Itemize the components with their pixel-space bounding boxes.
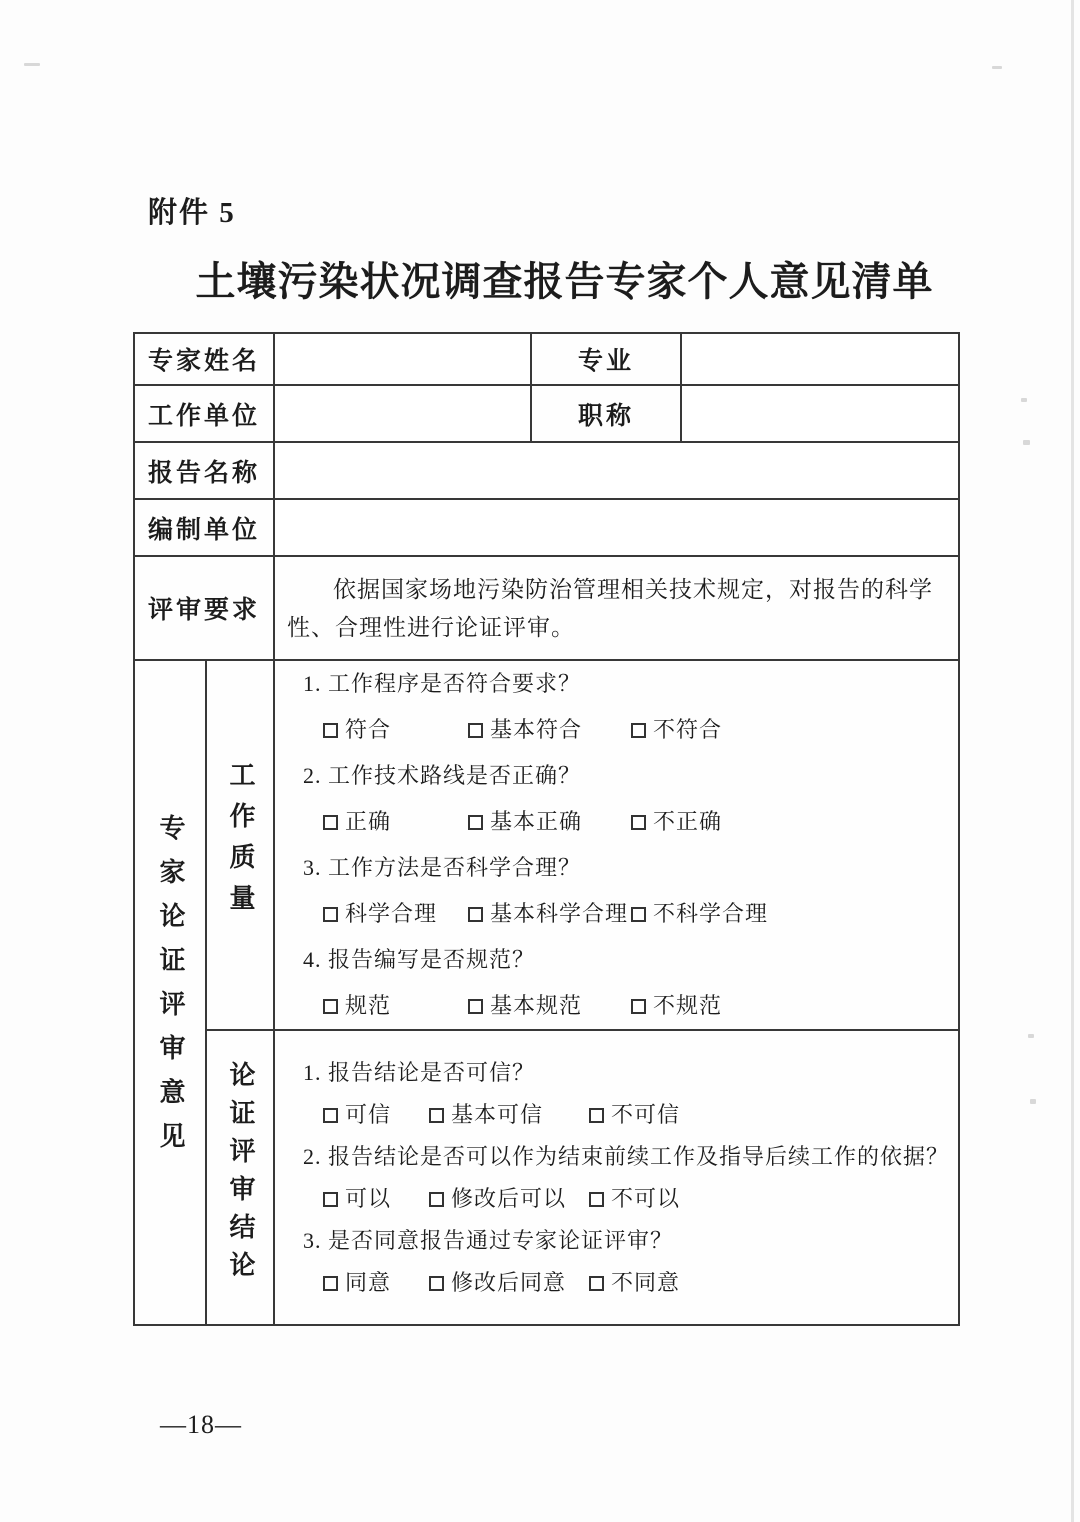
scan-artifact	[1023, 440, 1030, 445]
scan-page-edge	[1071, 0, 1074, 1522]
work-quality-questions-cell	[274, 660, 959, 1030]
question-text: 3. 工作方法是否科学合理？	[303, 855, 582, 880]
table-row	[134, 333, 959, 385]
question-text: 1. 工作程序是否符合要求？	[303, 671, 582, 696]
option	[323, 983, 468, 1029]
checkbox-icon[interactable]	[323, 1108, 338, 1123]
scan-artifact	[1030, 1099, 1036, 1104]
checkbox-icon[interactable]	[468, 723, 483, 738]
option	[323, 1178, 429, 1220]
compiling-unit-label: 编制单位	[134, 499, 274, 556]
checkbox-icon[interactable]	[468, 907, 483, 922]
question-text: 2. 报告结论是否可以作为结束前续工作及指导后续工作的依据？	[303, 1143, 950, 1169]
expert-opinion-form-table	[133, 332, 960, 1326]
report-name-value-cell[interactable]	[274, 442, 959, 499]
opinion-row-label: 专家论证评审意见	[156, 814, 185, 1166]
options-row	[275, 799, 958, 845]
job-title-label: 职称	[531, 385, 681, 442]
option-label: 不正确	[653, 809, 723, 834]
option-label: 修改后可以	[451, 1185, 567, 1211]
option-label: 可以	[345, 1185, 392, 1211]
option-label: 科学合理	[345, 901, 438, 926]
question-text: 3. 是否同意报告通过专家论证评审？	[303, 1227, 674, 1253]
scan-artifact	[1021, 398, 1027, 402]
option-label: 不符合	[653, 717, 723, 742]
table-row	[134, 499, 959, 556]
review-requirement-text: 依据国家场地污染防治管理相关技术规定，对报告的科学性、合理性进行论证评审。	[287, 577, 933, 640]
page-title: 土壤污染状况调查报告专家个人意见清单	[195, 259, 934, 304]
option-label: 修改后同意	[451, 1269, 567, 1295]
table-row	[134, 556, 959, 660]
checkbox-icon[interactable]	[323, 1192, 338, 1207]
expert-name-value-cell[interactable]	[274, 333, 531, 385]
work-unit-value-cell[interactable]	[274, 385, 531, 442]
option	[589, 1262, 680, 1304]
checkbox-icon[interactable]	[429, 1108, 444, 1123]
option	[631, 799, 722, 845]
attachment-label: 附件 5	[148, 197, 236, 229]
work-quality-label: 工作质量	[226, 760, 255, 925]
option	[429, 1178, 589, 1220]
options-row	[275, 1262, 958, 1304]
option	[468, 799, 631, 845]
checkbox-icon[interactable]	[589, 1192, 604, 1207]
option	[468, 707, 631, 753]
checkbox-icon[interactable]	[468, 999, 483, 1014]
option-label: 同意	[345, 1269, 392, 1295]
options-row	[275, 983, 958, 1029]
review-requirement-cell	[274, 556, 959, 660]
option-label: 不可以	[611, 1185, 681, 1211]
question-text: 4. 报告编写是否规范？	[303, 947, 536, 972]
option	[429, 1262, 589, 1304]
specialty-value-cell[interactable]	[681, 333, 959, 385]
option-label: 基本可信	[451, 1101, 544, 1127]
conclusion-label: 论证评审结论	[226, 1061, 255, 1289]
question-text: 1. 报告结论是否可信？	[303, 1059, 536, 1085]
option-label: 不规范	[653, 993, 723, 1018]
conclusion-questions-cell	[274, 1030, 959, 1325]
option	[323, 1262, 429, 1304]
option-label: 符合	[345, 717, 392, 742]
job-title-value-cell[interactable]	[681, 385, 959, 442]
checkbox-icon[interactable]	[589, 1276, 604, 1291]
option-label: 可信	[345, 1101, 392, 1127]
option	[631, 891, 768, 937]
checkbox-icon[interactable]	[589, 1108, 604, 1123]
table-row	[134, 385, 959, 442]
checkbox-icon[interactable]	[429, 1192, 444, 1207]
option-label: 不可信	[611, 1101, 681, 1127]
checkbox-icon[interactable]	[429, 1276, 444, 1291]
checkbox-icon[interactable]	[323, 815, 338, 830]
option-label: 基本正确	[490, 809, 583, 834]
table-row	[134, 1030, 959, 1325]
table-row	[134, 660, 959, 1030]
scan-artifact	[992, 66, 1002, 69]
checkbox-icon[interactable]	[323, 1276, 338, 1291]
option	[429, 1094, 589, 1136]
table-row	[134, 442, 959, 499]
checkbox-icon[interactable]	[468, 815, 483, 830]
option	[589, 1094, 680, 1136]
option	[323, 891, 468, 937]
checkbox-icon[interactable]	[323, 907, 338, 922]
option-label: 规范	[345, 993, 392, 1018]
expert-name-label: 专家姓名	[134, 333, 274, 385]
scan-artifact	[24, 63, 40, 66]
page-number: —18—	[160, 1410, 242, 1439]
report-name-label: 报告名称	[134, 442, 274, 499]
scan-artifact	[1028, 1034, 1034, 1038]
option-label: 基本规范	[490, 993, 583, 1018]
option-label: 基本科学合理	[490, 901, 629, 926]
checkbox-icon[interactable]	[631, 999, 646, 1014]
checkbox-icon[interactable]	[631, 815, 646, 830]
option	[323, 799, 468, 845]
option	[468, 891, 631, 937]
checkbox-icon[interactable]	[323, 999, 338, 1014]
option	[323, 707, 468, 753]
option	[631, 707, 722, 753]
checkbox-icon[interactable]	[323, 723, 338, 738]
option	[589, 1178, 680, 1220]
option-label: 基本符合	[490, 717, 583, 742]
options-row	[275, 1178, 958, 1220]
option	[468, 983, 631, 1029]
work-unit-label: 工作单位	[134, 385, 274, 442]
review-requirement-label: 评审要求	[134, 556, 274, 660]
work-quality-label-cell	[206, 660, 274, 1030]
conclusion-label-cell	[206, 1030, 274, 1325]
option-label: 正确	[345, 809, 392, 834]
options-row	[275, 891, 958, 937]
compiling-unit-value-cell[interactable]	[274, 499, 959, 556]
option-label: 不科学合理	[653, 901, 769, 926]
option	[323, 1094, 429, 1136]
checkbox-icon[interactable]	[631, 907, 646, 922]
options-row	[275, 1094, 958, 1136]
options-row	[275, 707, 958, 753]
option-label: 不同意	[611, 1269, 681, 1295]
option	[631, 983, 722, 1029]
question-text: 2. 工作技术路线是否正确？	[303, 763, 582, 788]
checkbox-icon[interactable]	[631, 723, 646, 738]
specialty-label: 专业	[531, 333, 681, 385]
opinion-row-label-cell	[134, 660, 206, 1325]
